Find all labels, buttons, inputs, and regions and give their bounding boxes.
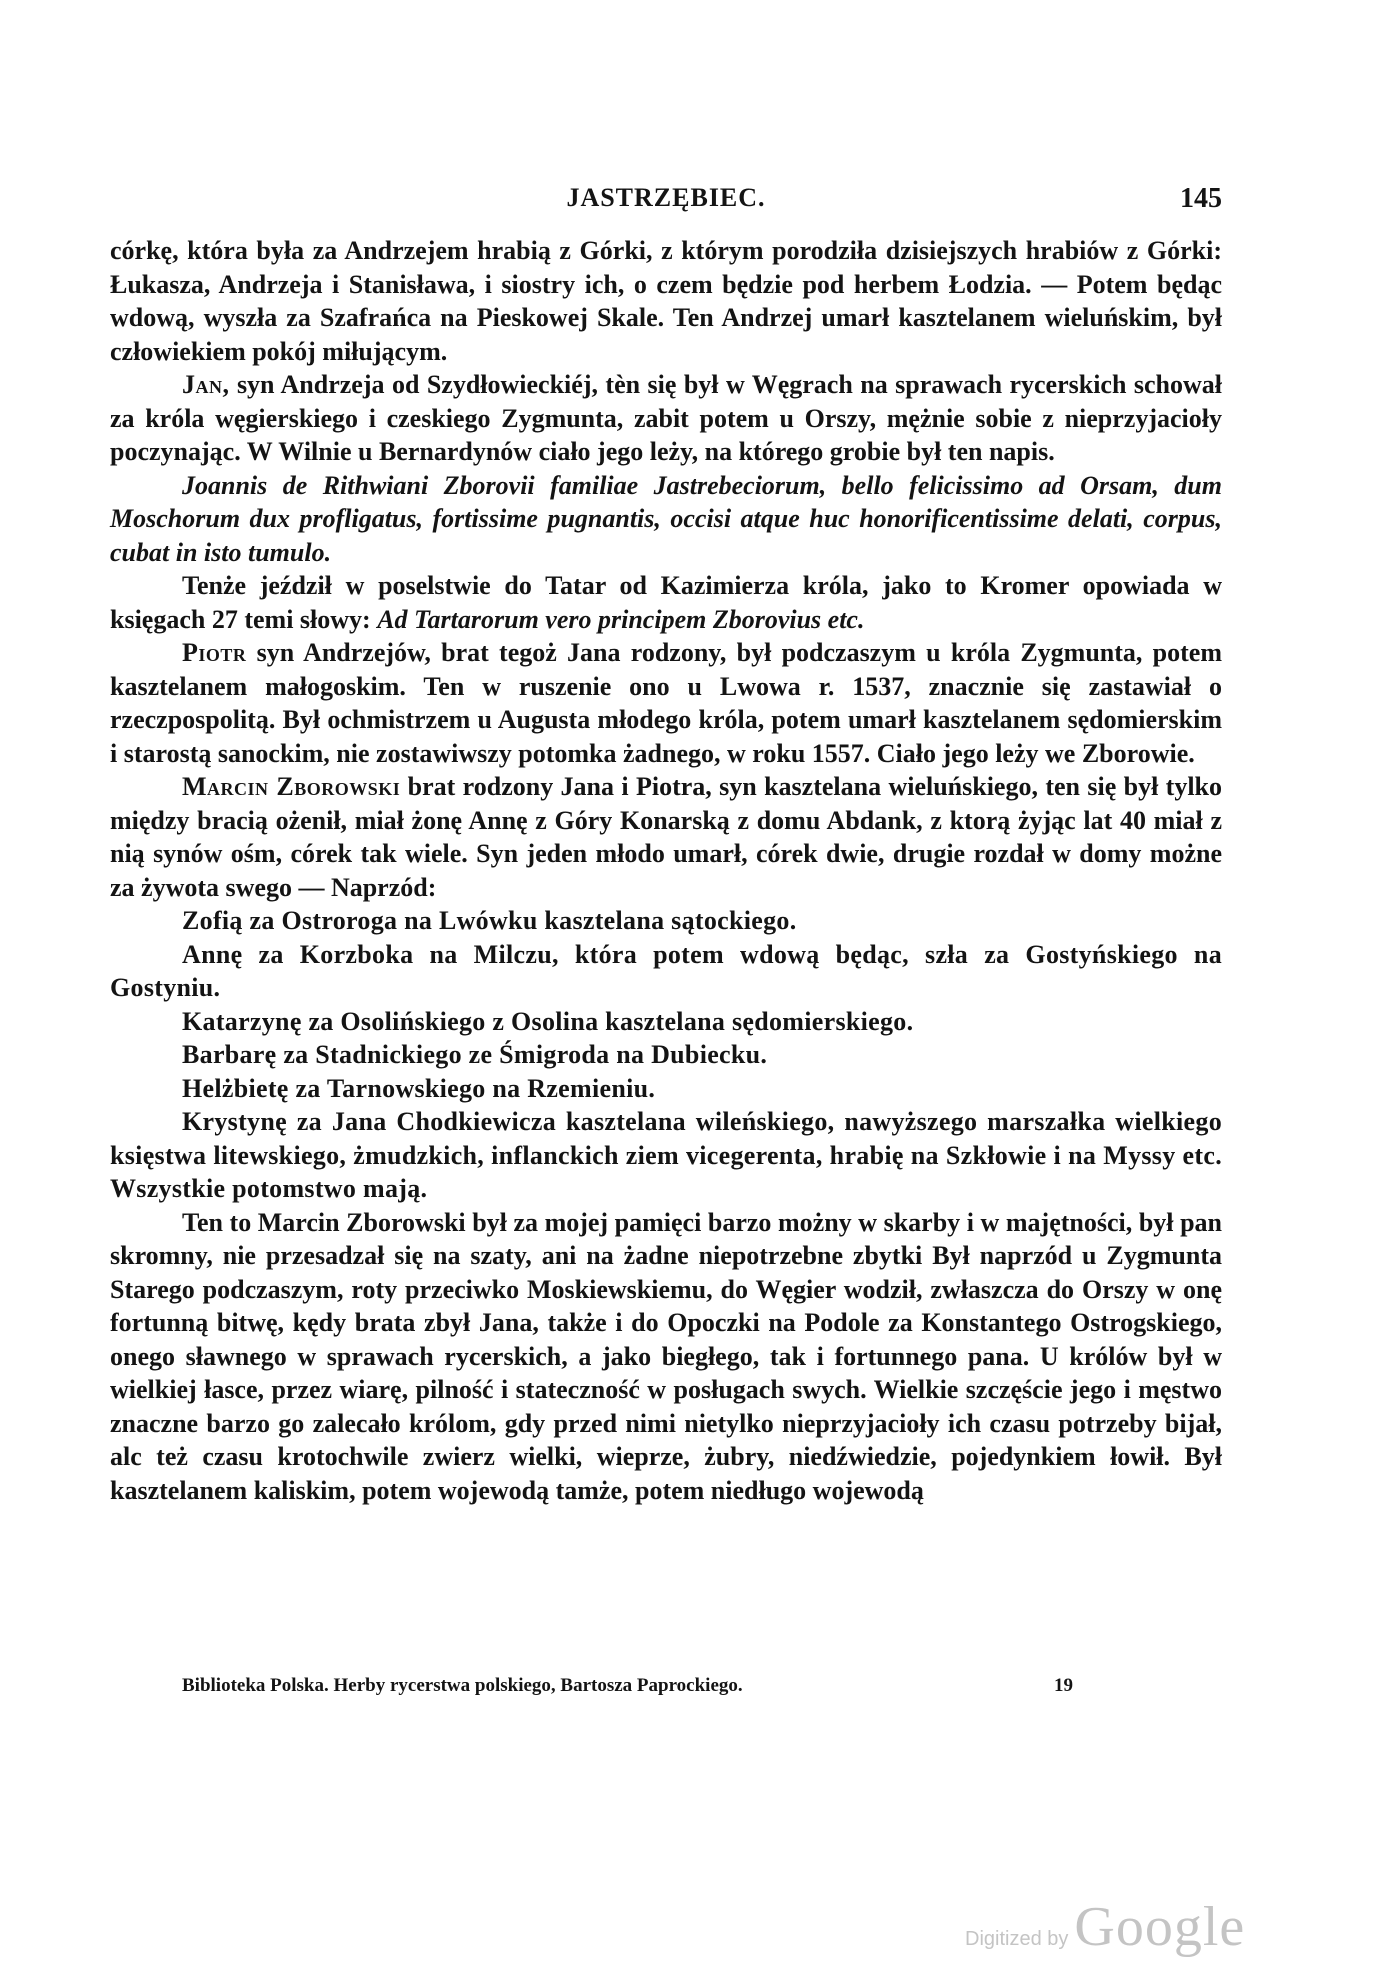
- paragraph-marcin-memoir: [110, 1206, 1222, 1508]
- page-number: 145: [1180, 183, 1222, 214]
- daughter-entry: [110, 1072, 1222, 1106]
- paragraph-lead-name: Marcin Zborowski: [182, 772, 401, 801]
- paragraph-lead-name: Piotr: [182, 638, 247, 667]
- paragraph-text: Ten to Marcin Zborowski był za mojej pamięci barzo możny w skarby i w majętności, był pan skromny, nie przesadzał się na szaty, ani na żadne niepotrzebne zbytki Był naprzód u Zygmunta Starego podczaszym, roty przeciwko Moskiewskiemu, do Węgier wodził, zwłaszcza do Orszy w onę fortunną bitwę, kędy brata zbył Jana, także i do Opoczki na Podole za Konstantego Ostrogskiego, onego sławnego w sprawach rycerskich, a jako biegłego, tak i fortunnego pana. U królów był w wielkiej łasce, przez wiarę, pilność i stateczność w posługach swych. Wielkie szczęście jego i męstwo znaczne barzo go zalecało królom, gdy przed nimi nietylko nieprzyjacioły ich czasu potrzeby bijał, alc też czasu krotochwile zwierz wielki, wieprze, żubry, niedźwiedzie, pojedynkiem łowił. Był kasztelanem kaliskim, potem wojewodą tamże, potem niedługo wojewodą: [110, 1207, 1222, 1505]
- daughter-entry: [110, 1105, 1222, 1206]
- running-head: JASTRZĘBIEC.: [566, 183, 766, 212]
- paragraph-text: córkę, która była za Andrzejem hrabią z Górki, z którym porodziła dzisiejszych hrabiów z Górki: Łukasza, Andrzeja i Stanisława, i siostry ich, o czem będzie pod herbem Łodzia. — Potem będąc wdową, wyszła za Szafrańca na Pieskowej Skale. Ten Andrzej umarł kasztelanem wieluńskim, był człowiekiem pokój miłującym.: [110, 236, 1222, 366]
- footer-citation: Biblioteka Polska. Herby rycerstwa polskiego, Bartosza Paprockiego.: [182, 1675, 743, 1696]
- latin-inscription: [110, 469, 1222, 570]
- paragraph-text: syn Andrzeja od Szydłowieckiéj, tèn się był w Węgrach na sprawach rycerskich schował za króla węgierskiego i czeskiego Zygmunta, zabit potem u Orszy, mężnie sobie z nieprzyjacioły poczynając. W Wilnie u Bernardynów ciało jego leży, na którego grobie był ten napis.: [110, 370, 1222, 466]
- paragraph-piotr: [110, 636, 1222, 770]
- paragraph-marcin: [110, 770, 1222, 904]
- daughter-entry: [110, 938, 1222, 1005]
- digitized-watermark: [965, 1895, 1245, 1959]
- signature-mark: 19: [1054, 1675, 1073, 1696]
- daughter-text: Annę za Korzboka na Milczu, która potem wdową będąc, szła za Gostyńskiego na Gostyniu.: [110, 939, 1222, 1002]
- page-footer: [182, 1675, 1122, 1697]
- paragraph-kromer: [110, 569, 1222, 636]
- latin-quote: Ad Tartarorum vero principem Zborovius etc.: [377, 604, 865, 634]
- paragraph-lead-name: Jan,: [182, 370, 230, 399]
- paragraph-text: brat rodzony Jana i Piotra, syn kasztelana wieluńskiego, ten się był tylko między bracią ożenił, miał żonę Annę z Góry Konarską z domu Abdank, z ktorą żyjąc lat 40 miał z nią synów ośm, córek tak wiele. Syn jeden młodo umarł, córek dwie, drugie rozdał w domy możne za żywota swego — Naprzód:: [110, 772, 1222, 902]
- daughter-entry: [110, 904, 1222, 938]
- page-header: [110, 183, 1222, 219]
- watermark-brand: Google: [1074, 1896, 1246, 1958]
- daughter-text: Barbarę za Stadnickiego ze Śmigroda na Dubiecku.: [182, 1040, 768, 1069]
- watermark-prefix: Digitized by: [965, 1928, 1069, 1950]
- body-text: [110, 234, 1222, 1507]
- inscription-text: Joannis de Rithwiani Zborovii familiae Jastrebeciorum, bello felicissimo ad Orsam, dum Moschorum dux profligatus, fortissime pugnantis, occisi atque huc honorificentissime delati, corpus, cubat in isto tumulo.: [110, 470, 1222, 567]
- paragraph-continuation: [110, 234, 1222, 368]
- daughter-text: Zofią za Ostroroga na Lwówku kasztelana sątockiego.: [182, 906, 797, 935]
- paragraph-text: syn Andrzejów, brat tegoż Jana rodzony, był podczaszym u króla Zygmunta, potem kasztelanem małogoskim. Ten w ruszenie ono u Lwowa r. 1537, znacznie się zastawiał o rzeczpospolitą. Był ochmistrzem u Augusta młodego króla, potem umarł kasztelanem sędomierskim i starostą sanockim, nie zostawiwszy potomka żadnego, w roku 1557. Ciało jego leży we Zborowie.: [110, 638, 1222, 768]
- daughter-entry: [110, 1005, 1222, 1039]
- paragraph-text: Tenże jeździł w poselstwie do Tatar od Kazimierza króla, jako to Kromer opowiada w księgach 27 temi słowy:: [110, 571, 1222, 634]
- daughter-text: Katarzynę za Osolińskiego z Osolina kasztelana sędomierskiego.: [182, 1006, 914, 1036]
- daughter-entry: [110, 1038, 1222, 1072]
- paragraph-jan: [110, 368, 1222, 469]
- daughter-text: Helżbietę za Tarnowskiego na Rzemieniu.: [182, 1073, 656, 1103]
- daughter-text: Krystynę za Jana Chodkiewicza kasztelana wileńskiego, nawyższego marszałka wielkiego księstwa litewskiego, żmudzkich, inflanckich ziem vicegerenta, hrabię na Szkłowie i na Myssy etc. Wszystkie potomstwo mają.: [110, 1107, 1222, 1203]
